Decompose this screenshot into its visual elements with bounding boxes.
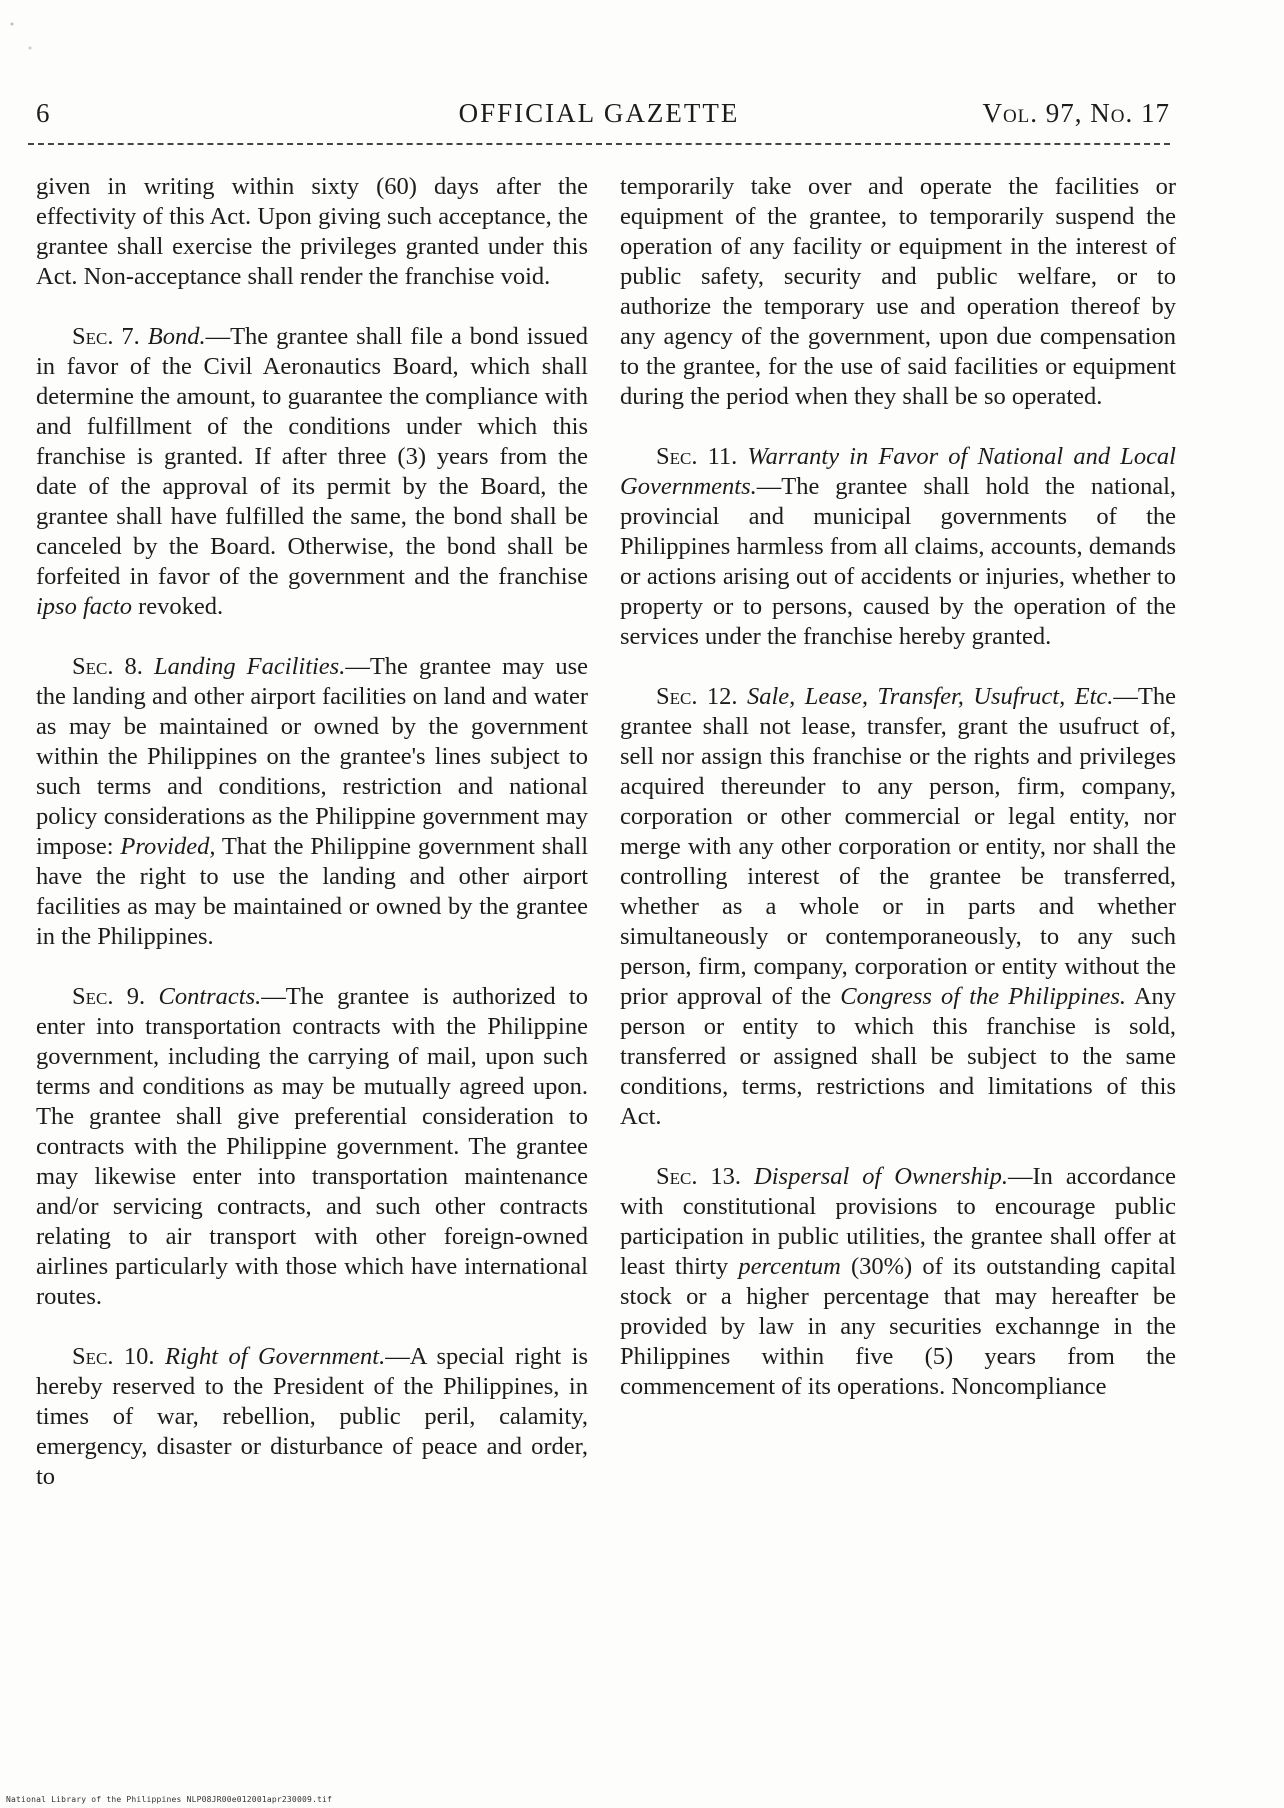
section-number: Sec. 7.: [72, 323, 140, 350]
section-body: —The grantee shall hold the national, provincial and municipal governments of the Philippines harmless from all claims, accounts, demands or actions arising out of accidents or injuries, whether to property or to persons, caused by the operation of the services under the franchise hereby granted.: [620, 473, 1176, 650]
section-body-end: Any person or entity to which this franchise is sold, transferred or assigned shall be subject to the same conditions, terms, restrictions and limitations of this Act.: [620, 983, 1177, 1130]
section-body-end: (30%) of its outstanding capital stock or a higher percentage that may hereafter be provided by law in any securities exchannge in the Philippines within five (5) years from the commencement of its operations. Noncompliance: [620, 1253, 1177, 1400]
latin-term: ipso facto: [36, 593, 132, 620]
section-title: Landing Facilities.: [153, 653, 346, 680]
section-number: Sec. 13.: [656, 1163, 742, 1190]
scan-speckle: [0, 0, 60, 80]
section-number: Sec. 12.: [656, 683, 738, 710]
section-body-end: revoked.: [138, 593, 224, 620]
section-11: [620, 442, 1176, 652]
latin-term: percentum: [738, 1253, 841, 1280]
scan-source-footer: National Library of the Philippines NLP08JR00e012001apr230009.tif: [6, 1795, 333, 1804]
section-body: —A special right is hereby reserved to the President of the Philippines, in times of war, rebellion, public peril, calamity, emergency, disaster or disturbance of peace and order, to: [36, 1343, 588, 1490]
continued-paragraph: given in writing within sixty (60) days after the effectivity of this Act. Upon giving such acceptance, the grantee shall exercise the privileges granted under this Act. Non-acceptance shall render the franchise void.: [36, 173, 588, 290]
left-column: [36, 172, 588, 1522]
congress-term: Congress of the Philippines.: [840, 983, 1127, 1010]
header-rule: [28, 143, 1170, 145]
section-number: Sec. 9.: [72, 983, 146, 1010]
section-title: Sale, Lease, Transfer, Usufruct, Etc.: [746, 683, 1114, 710]
section-body: —The grantee may use the landing and other airport facilities on land and water as may be maintained or owned by the government within the Philippines on the grantee's lines subject to such terms and conditions, restriction and national policy considerations as the Philippine government may impose:: [36, 653, 588, 860]
section-number: Sec. 8.: [72, 653, 143, 680]
section-title: Dispersal of Ownership.: [754, 1163, 1008, 1190]
section-13: [620, 1162, 1176, 1402]
section-number: Sec. 10.: [72, 1343, 155, 1370]
section-10-continued: temporarily take over and operate the facilities or equipment of the grantee, to temporarily suspend the operation of any facility or equipment in the interest of public safety, security and public welfare, or to authorize the temporary use and operation thereof by any agency of the government, upon due compensation to the grantee, for the use of said facilities or equipment during the period when they shall be so operated.: [620, 173, 1176, 410]
section-title: Warranty in Favor of National and Local Governments.: [620, 443, 1176, 500]
page-header: [28, 98, 1170, 138]
section-title: Right of Government.: [164, 1343, 386, 1370]
section-body: —The grantee is authorized to enter into transportation contracts with the Philippine government, including the carrying of mail, upon such terms and conditions as may be mutually agreed upon. The grantee shall give preferential consideration to contracts with the Philippine government. The grantee may likewise enter into transportation maintenance and/or servicing contracts, and such other contracts relating to air transport with other foreign-owned airlines particularly with those which have international routes.: [36, 983, 588, 1310]
section-body: —The grantee shall file a bond issued in favor of the Civil Aeronautics Board, which shall determine the amount, to guarantee the compliance with and fulfillment of the conditions under which this franchise is granted. If after three (3) years from the date of the approval of its permit by the Board, the grantee shall have fulfilled the same, the bond shall be canceled by the Board. Otherwise, the bond shall be forfeited in favor of the government and the franchise: [36, 323, 588, 590]
section-9: [36, 982, 588, 1312]
publication-title: OFFICIAL GAZETTE: [458, 98, 740, 128]
page-number: 6: [36, 98, 51, 128]
section-title: Contracts.: [158, 983, 262, 1010]
section-body: —In accordance with constitutional provisions to encourage public participation in public utilities, the grantee shall offer at least thirty: [620, 1163, 1176, 1280]
section-7: [36, 322, 588, 622]
section-12: [620, 682, 1176, 1132]
proviso-term: Provided,: [120, 833, 216, 860]
right-column: [620, 172, 1176, 1432]
section-10: [36, 1342, 588, 1492]
section-title: Bond.: [147, 323, 206, 350]
section-8: [36, 652, 588, 952]
volume-issue: Vol. 97, No. 17: [982, 98, 1170, 128]
section-number: Sec. 11.: [656, 443, 738, 470]
section-body: —The grantee shall not lease, transfer, grant the usufruct of, sell nor assign this franchise or the rights and privileges acquired thereunder to any person, firm, company, corporation or other commercial or legal entity, nor merge with any other corporation or entity, nor shall the controlling interest of the grantee be transferred, whether as a whole or in parts and whether simultaneously or contemporaneously, to any such person, firm, company, corporation or entity without the prior approval of the: [620, 683, 1176, 1010]
section-body-end: That the Philippine government shall have the right to use the landing and other airport facilities as may be maintained or owned by the grantee in the Philippines.: [36, 833, 588, 950]
